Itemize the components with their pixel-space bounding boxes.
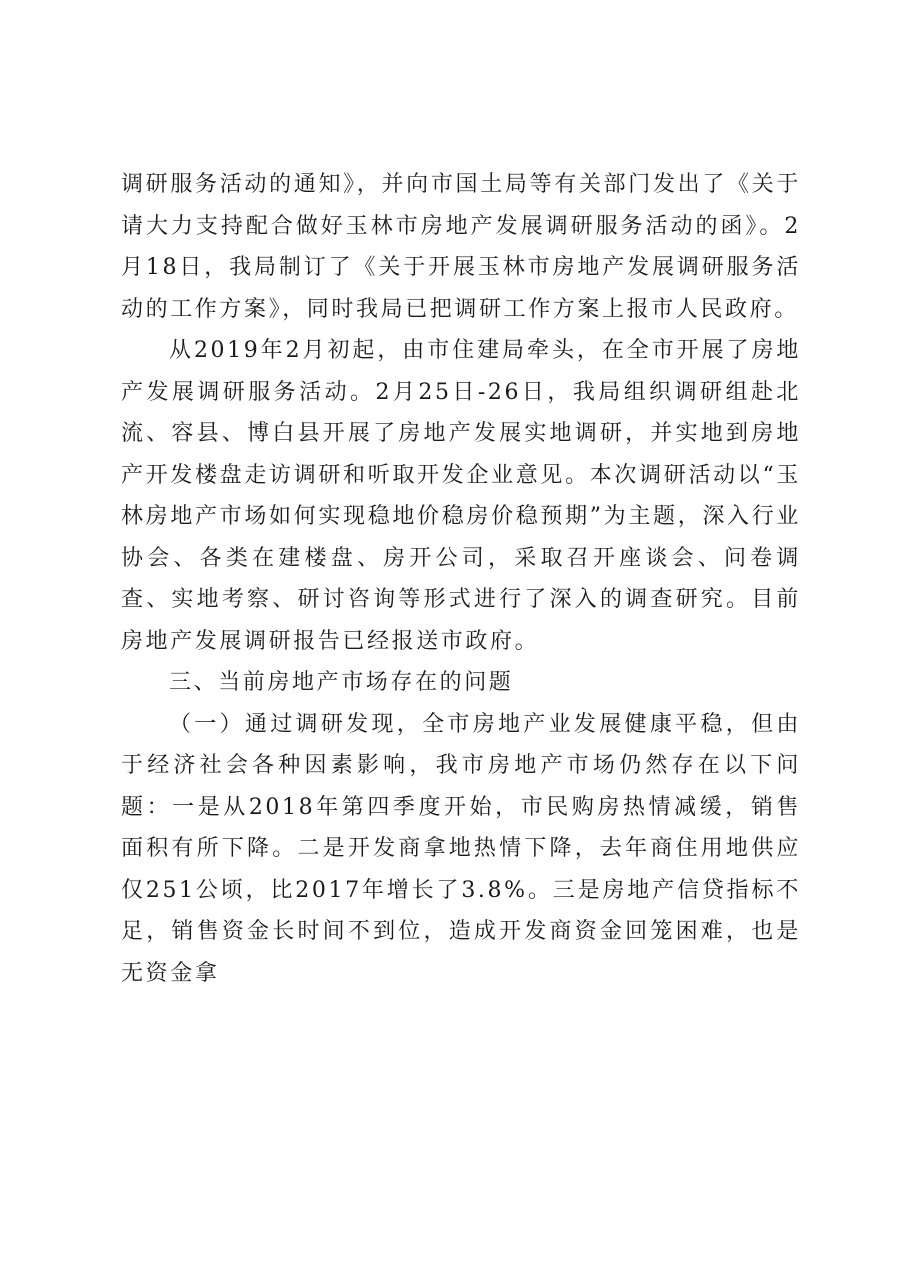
paragraph-2: 从2019年2月初起，由市住建局牵头，在全市开展了房地产发展调研服务活动。2月25日-26日，我局组织调研组赴北流、容县、博白县开展了房地产发展实地调研，并实地到房地产开发楼盘走访调研和听取开发企业意见。本次调研活动以“玉林房地产市场如何实现稳地价稳房价稳预期”为主题，深入行业协会、各类在建楼盘、房开公司，采取召开座谈会、问卷调查、实地考察、研讨咨询等形式进行了深入的调查研究。目前房地产发展调研报告已经报送市政府。	[121, 338, 801, 654]
section-heading: 三、当前房地产市场存在的问题	[169, 670, 514, 695]
paragraph-3: （一）通过调研发现，全市房地产业发展健康平稳，但由于经济社会各种因素影响，我市房地产市场仍然存在以下问题：一是从2018年第四季度开始，市民购房热情减缓，销售面积有所下降。二是开发商拿地热情下降，去年商住用地供应仅251公顷，比2017年增长了3.8%。三是房地产信贷指标不足，销售资金长时间不到位，造成开发商资金回笼困难，也是无资金拿	[121, 711, 801, 986]
document-body	[121, 164, 801, 994]
paragraph-1: 调研服务活动的通知》，并向市国土局等有关部门发出了《关于请大力支持配合做好玉林市房地产发展调研服务活动的函》。2月18日，我局制订了《关于开展玉林市房地产发展调研服务活动的工作方案》，同时我局已把调研工作方案上报市人民政府。	[121, 172, 801, 322]
